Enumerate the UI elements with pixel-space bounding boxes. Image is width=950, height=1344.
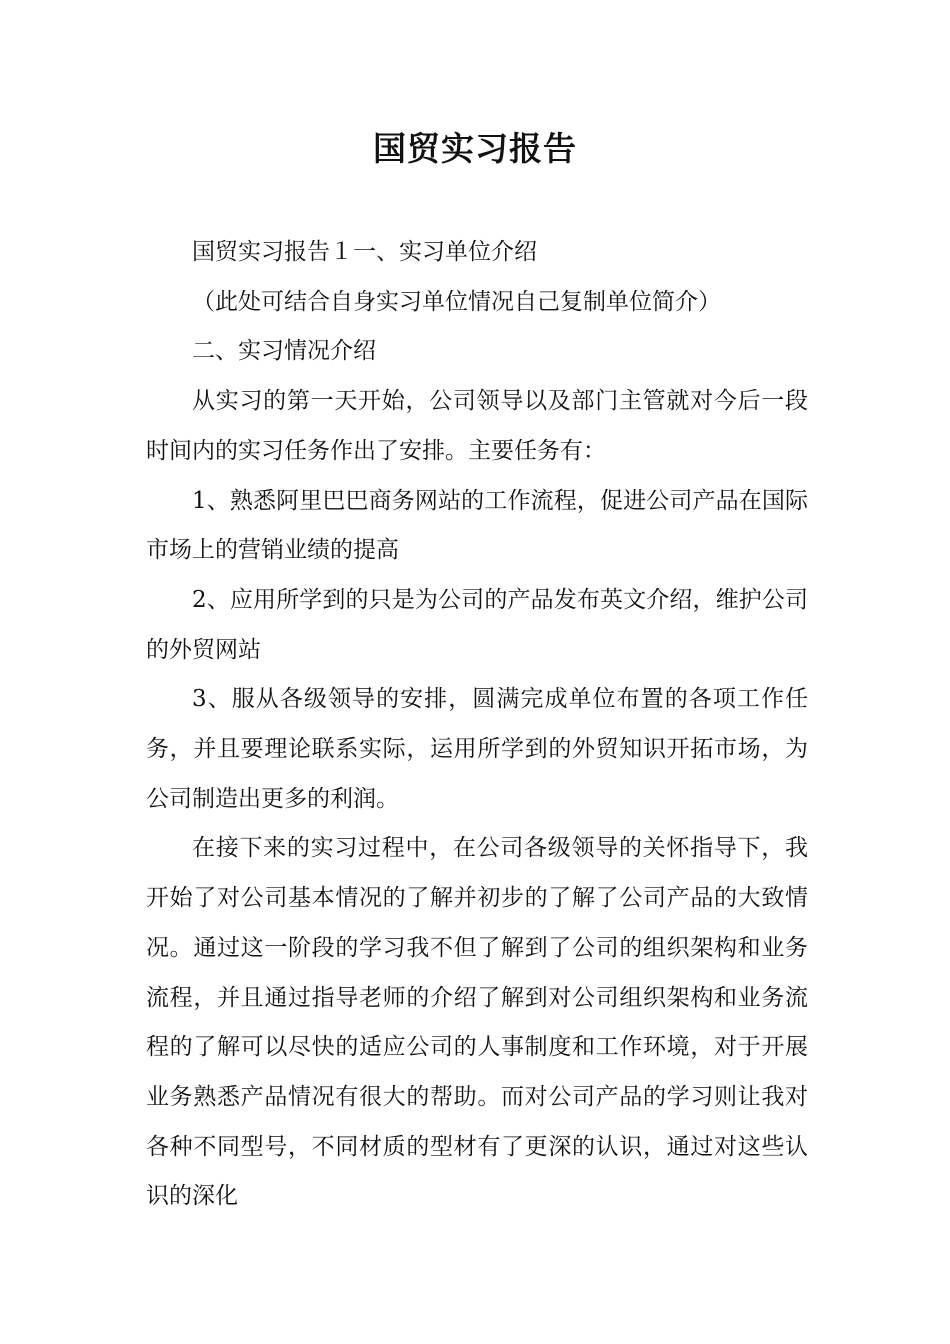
paragraph-task-3: 3、服从各级领导的安排，圆满完成单位布置的各项工作任务，并且要理论联系实际，运用所学到的外贸知识开拓市场，为公司制造出更多的利润。 — [146, 686, 808, 812]
paragraph-internship-process: 在接下来的实习过程中，在公司各级领导的关怀指导下，我开始了对公司基本情况的了解并初步的了解了公司产品的大致情况。通过这一阶段的学习我不但了解到了公司的组织架构和业务流程，并且通过指导老师的介绍了解到对公司组织架构和业务流程的了解可以尽快的适应公司的人事制度和工作环境，对于开展业务熟悉产品情况有很大的帮助。而对公司产品的学习则让我对各种不同型号，不同材质的型材有了更深的认识，通过对这些认识的深化 — [146, 835, 808, 1210]
document-body — [146, 228, 808, 1222]
paragraph-section-two-heading: 二、实习情况介绍 — [192, 338, 376, 365]
paragraph-unit-intro-note: （此处可结合自身实习单位情况自己复制单位简介） — [192, 288, 721, 315]
paragraph-tasks-intro: 从实习的第一天开始，公司领导以及部门主管就对今后一段时间内的实习任务作出了安排。主要任务有： — [146, 388, 808, 464]
document-title: 国贸实习报告 — [373, 129, 577, 168]
paragraph-task-2: 2、应用所学到的只是为公司的产品发布英文介绍，维护公司的外贸网站 — [146, 586, 808, 663]
paragraph-task-1: 1、熟悉阿里巴巴商务网站的工作流程，促进公司产品在国际市场上的营销业绩的提高 — [146, 487, 808, 564]
paragraph-section-one-heading: 国贸实习报告１一、实习单位介绍 — [192, 239, 537, 265]
